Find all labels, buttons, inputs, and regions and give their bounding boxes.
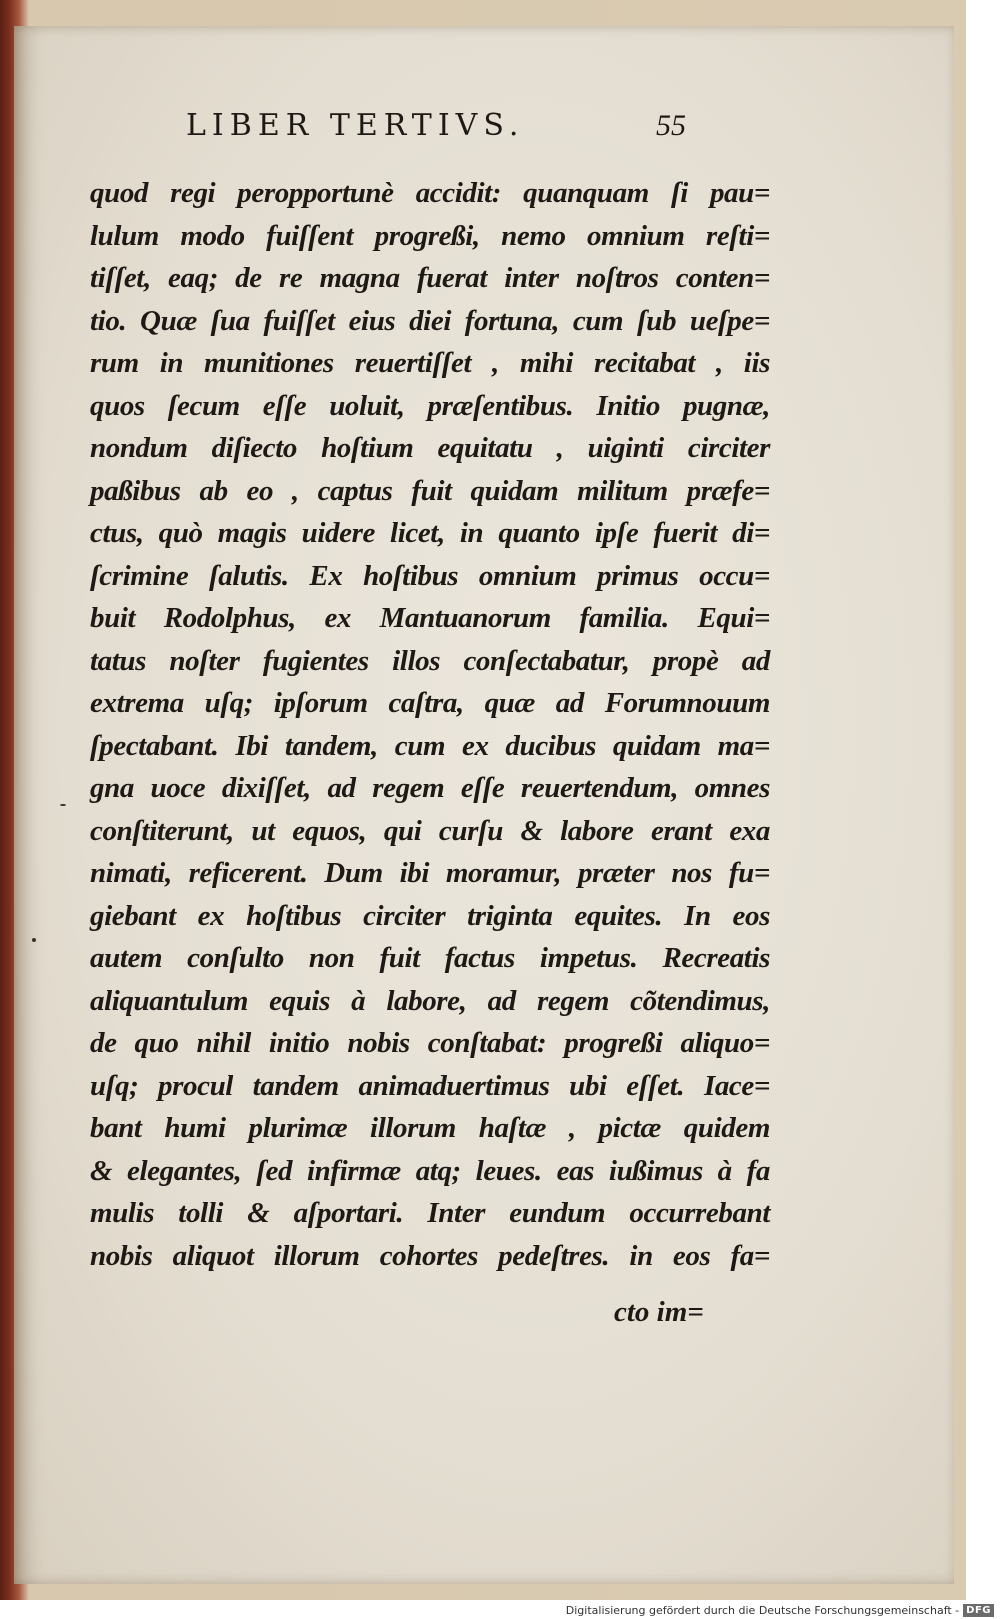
text-line: conſtiterunt, ut equos, qui curſu & labore erant exa <box>90 814 770 847</box>
ink-speck <box>32 938 36 942</box>
footer-credit: Digitalisierung gefördert durch die Deutsche Forschungsgemeinschaft - <box>565 1604 960 1617</box>
footer-bar <box>0 1602 1000 1619</box>
page-number: 55 <box>656 109 686 142</box>
running-title: LIBER TERTIVS. <box>186 108 525 143</box>
text-line: ſpectabant. Ibi tandem, cum ex ducibus quidam ma= <box>90 729 770 762</box>
text-line: giebant ex hoſtibus circiter triginta equites. In eos <box>90 899 770 932</box>
body-text <box>90 172 770 1277</box>
text-line: nimati, reficerent. Dum ibi moramur, præter nos fu= <box>90 857 770 889</box>
text-line: mulis tolli & aſportari. Inter eundum occurrebant <box>90 1197 770 1229</box>
text-line: aliquantulum equis à labore, ad regem cõtendimus, <box>90 984 770 1017</box>
dfg-logo: DFG <box>963 1604 994 1617</box>
text-line: nobis aliquot illorum cohortes pedeſtres. in eos fa= <box>90 1239 770 1272</box>
text-line: tiſſet, eaq; de re magna fuerat inter noſtros conten= <box>90 262 770 294</box>
text-line: nondum diſiecto hoſtium equitatu , uiginti circiter <box>90 432 770 464</box>
text-line: buit Rodolphus, ex Mantuanorum familia. Equi= <box>90 602 770 634</box>
text-line: lulum modo fuiſſent progreßi, nemo omnium reſti= <box>90 219 770 252</box>
text-line: extrema uſq; ipſorum caſtra, quæ ad Forumnouum <box>90 687 770 719</box>
running-head <box>186 108 706 143</box>
text-line: rum in munitiones reuertiſſet , mihi recitabat , iis <box>90 347 770 379</box>
text-line: autem conſulto non fuit factus impetus. Recreatis <box>90 942 770 974</box>
text-line: ſcrimine ſalutis. Ex hoſtibus omnium primus occu= <box>90 559 770 592</box>
text-line: uſq; procul tandem animaduertimus ubi eſſet. Iace= <box>90 1069 770 1102</box>
text-line: & elegantes, ſed infirmæ atq; leues. eas iußimus à fa <box>90 1154 770 1187</box>
text-line: gna uoce dixiſſet, ad regem eſſe reuertendum, omnes <box>90 772 770 804</box>
text-line: quos ſecum eſſe uoluit, præſentibus. Initio pugnæ, <box>90 389 770 422</box>
text-line: ctus, quò magis uidere licet, in quanto ipſe fuerit di= <box>90 517 770 549</box>
text-line: tio. Quæ ſua fuiſſet eius diei fortuna, cum ſub ueſpe= <box>90 304 770 337</box>
text-line: quod regi peropportunè accidit: quanquam ſi pau= <box>90 177 770 209</box>
catchword: cto im= <box>614 1296 704 1328</box>
book-page <box>14 26 954 1584</box>
text-line: bant humi plurimæ illorum haſtæ , pictæ quidem <box>90 1112 770 1144</box>
text-line: tatus noſter fugientes illos conſectabatur, propè ad <box>90 644 770 677</box>
text-line: de quo nihil initio nobis conſtabat: progreßi aliquo= <box>90 1027 770 1059</box>
text-line: paßibus ab eo , captus fuit quidam militum præfe= <box>90 474 770 507</box>
ink-speck <box>60 804 66 806</box>
